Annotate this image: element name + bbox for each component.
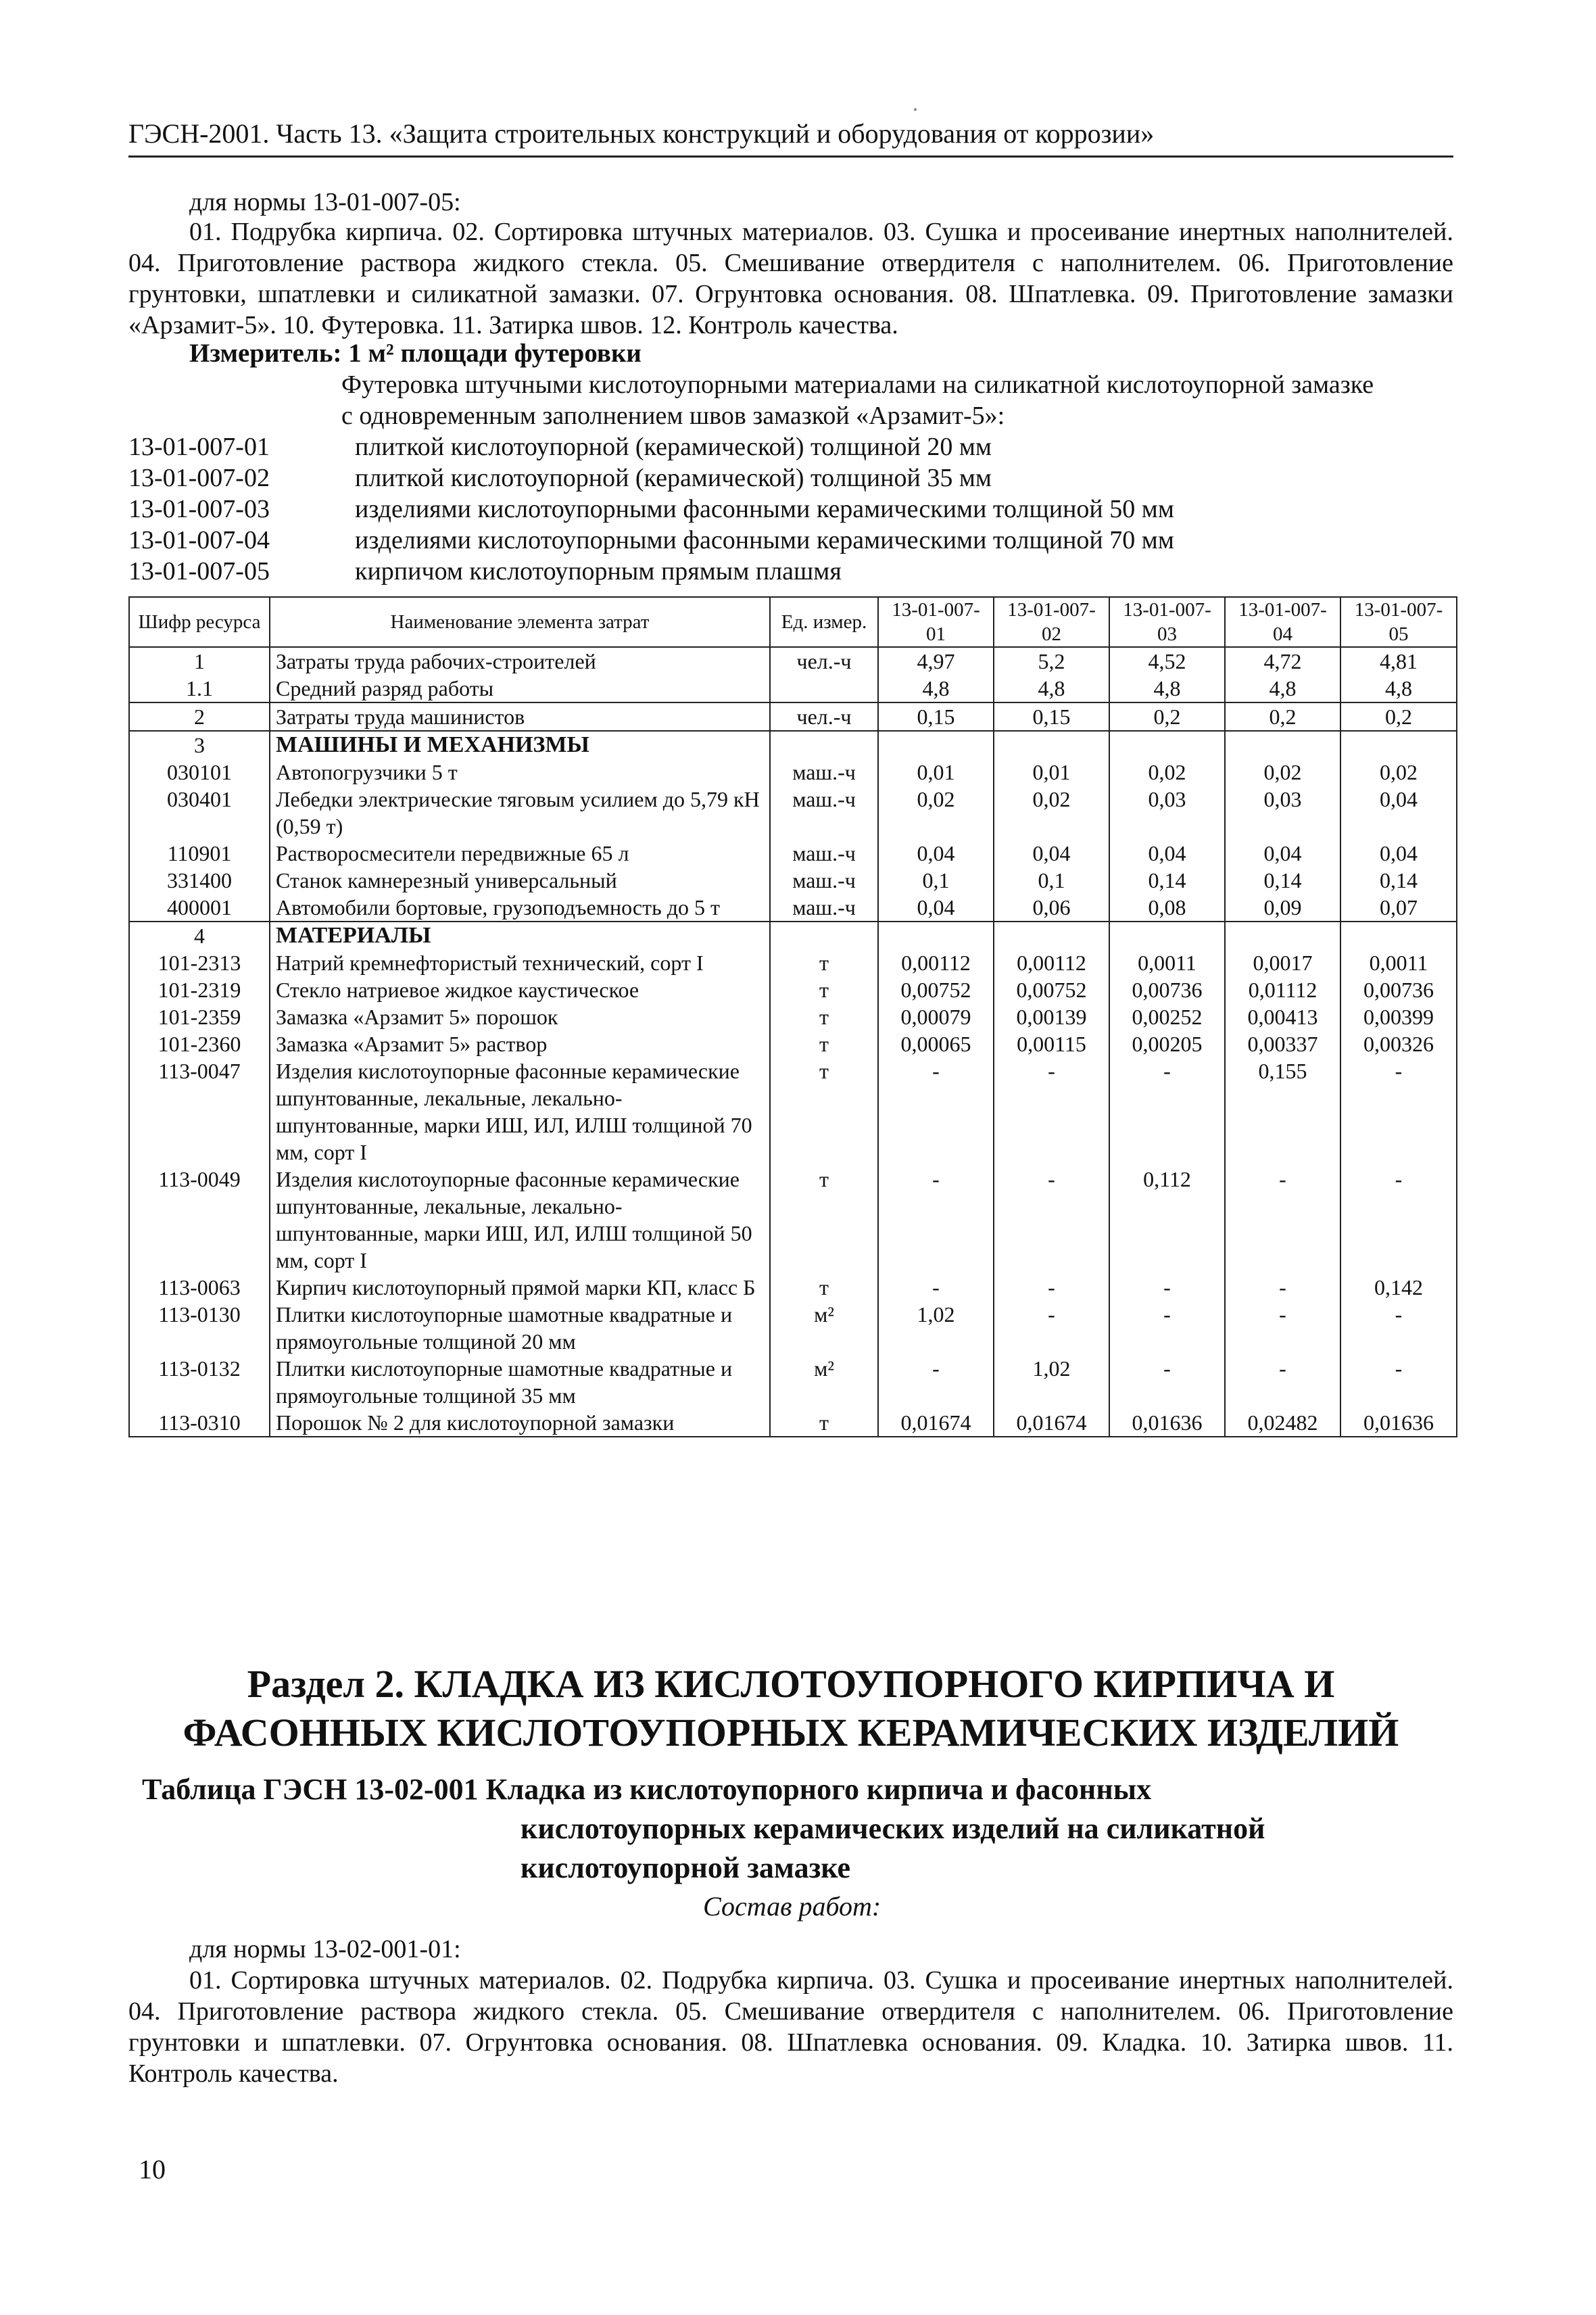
cell-norm-value: 0,06: [994, 894, 1109, 922]
norm-text: изделиями кислотоупорными фасонными керамическими толщиной 50 мм: [355, 495, 1174, 523]
cell-cost-element: Автомобили бортовые, грузоподъемность до 5 т: [270, 894, 770, 922]
cell-norm-value: 0,00252: [1109, 1003, 1225, 1030]
cell-resource-code: 113-0063: [129, 1274, 270, 1301]
header-norm-col: 13-01-007-04: [1225, 597, 1340, 647]
table-row: [129, 840, 1457, 867]
cell-norm-value: -: [1225, 1274, 1340, 1301]
cell-cost-element: Изделия кислотоупорные фасонные керамические шпунтованные, лекальные, лекально-шпунтованные, марки ИШ, ИЛ, ИЛШ толщиной 50 мм, сорт I: [270, 1166, 770, 1274]
cell-norm-value: 0,0011: [1340, 949, 1457, 976]
cell-norm-value: 0,00736: [1109, 976, 1225, 1003]
table-row: [129, 1355, 1457, 1409]
cell-norm-value: 0,00115: [994, 1030, 1109, 1057]
cell-resource-code: 1: [129, 647, 270, 675]
norm-label: для нормы 13-01-007-05:: [189, 188, 461, 216]
cell-resource-code: 113-0047: [129, 1057, 270, 1166]
cell-norm-value: 4,8: [1225, 675, 1340, 702]
cell-resource-code: 3: [129, 731, 270, 759]
cell-cost-element: Замазка «Арзамит 5» порошок: [270, 1003, 770, 1030]
header-norm-col: 13-01-007-02: [994, 597, 1109, 647]
table-row: [129, 1030, 1457, 1057]
cell-norm-value: 0,00752: [994, 976, 1109, 1003]
table-body: [129, 647, 1457, 1437]
cell-resource-code: 101-2360: [129, 1030, 270, 1057]
cell-norm-value: [994, 731, 1109, 759]
cell-cost-element: Замазка «Арзамит 5» раствор: [270, 1030, 770, 1057]
section-heading-line2: ФАСОННЫХ КИСЛОТОУПОРНЫХ КЕРАМИЧЕСКИХ ИЗДЕЛИЙ: [183, 1711, 1399, 1755]
cell-norm-value: 0,01: [994, 759, 1109, 786]
cell-norm-value: -: [1109, 1057, 1225, 1166]
cell-cost-element: МАТЕРИАЛЫ: [270, 922, 770, 949]
table-row: [129, 976, 1457, 1003]
cell-norm-value: 4,8: [878, 675, 994, 702]
cell-norm-value: [1109, 731, 1225, 759]
table-row: [129, 922, 1457, 949]
norm-code: 13-01-007-03: [128, 495, 270, 523]
cell-norm-value: 0,0017: [1225, 949, 1340, 976]
cell-cost-element: Лебедки электрические тяговым усилием до 5,79 кН (0,59 т): [270, 786, 770, 840]
cell-cost-element: Автопогрузчики 5 т: [270, 759, 770, 786]
cell-cost-element: Затраты труда машинистов: [270, 702, 770, 731]
cell-norm-value: 0,03: [1109, 786, 1225, 840]
cell-norm-value: [1225, 731, 1340, 759]
cell-norm-value: 0,02: [1340, 759, 1457, 786]
cell-norm-value: -: [878, 1166, 994, 1274]
cell-norm-value: -: [994, 1274, 1109, 1301]
cell-norm-value: 0,00205: [1109, 1030, 1225, 1057]
norm-list-item: [128, 525, 1453, 556]
cell-resource-code: 101-2313: [129, 949, 270, 976]
work-composition: 01. Подрубка кирпича. 02. Сортировка штучных материалов. 03. Сушка и просеивание инертных наполнителей. 04. Приготовление раствора жидкого стекла. 05. Смешивание отвердителя с наполнителем. 06. Приготовление грунтовки, шпатлевки и силикатной замазки. 07. Огрунтовка основания. 08. Шпатлевка. 09. Приготовление замазки «Арзамит-5». 10. Футеровка. 11. Затирка швов. 12. Контроль качества.: [128, 218, 1453, 339]
cell-norm-value: 5,2: [994, 647, 1109, 675]
cell-unit: т: [770, 1166, 878, 1274]
cell-norm-value: 0,02: [994, 786, 1109, 840]
cell-cost-element: Растворосмесители передвижные 65 л: [270, 840, 770, 867]
cell-norm-value: 0,09: [1225, 894, 1340, 922]
cell-unit: [770, 731, 878, 759]
cell-norm-value: 0,00112: [878, 949, 994, 976]
table-row: [129, 867, 1457, 894]
cell-unit: т: [770, 1003, 878, 1030]
cell-resource-code: 030101: [129, 759, 270, 786]
norm-code: 13-01-007-04: [128, 526, 270, 554]
cell-norm-value: 0,14: [1225, 867, 1340, 894]
page-number: 10: [139, 2154, 166, 2185]
cell-norm-value: 4,72: [1225, 647, 1340, 675]
cell-cost-element: Стекло натриевое жидкое каустическое: [270, 976, 770, 1003]
work-composition-label: Состав работ:: [703, 1891, 881, 1922]
cell-norm-value: 0,00139: [994, 1003, 1109, 1030]
header-resource-code: Шифр ресурса: [129, 597, 270, 647]
norm-label-2: для нормы 13-02-001-01:: [189, 1935, 461, 1963]
cell-cost-element: Станок камнерезный универсальный: [270, 867, 770, 894]
cell-norm-value: -: [994, 1057, 1109, 1166]
cell-unit: м²: [770, 1355, 878, 1409]
cell-norm-value: 0,00399: [1340, 1003, 1457, 1030]
cell-resource-code: 113-0130: [129, 1301, 270, 1355]
scan-speck: [914, 108, 917, 111]
cell-norm-value: 0,2: [1109, 702, 1225, 731]
norm-list: [128, 431, 1453, 587]
cell-norm-value: 4,97: [878, 647, 994, 675]
cell-norm-value: 0,00752: [878, 976, 994, 1003]
table-row: [129, 894, 1457, 922]
cell-norm-value: 0,00079: [878, 1003, 994, 1030]
cell-unit: т: [770, 1274, 878, 1301]
cell-unit: [770, 922, 878, 949]
cell-norm-value: 0,08: [1109, 894, 1225, 922]
cell-norm-value: 0,15: [994, 702, 1109, 731]
cell-norm-value: 0,01112: [1225, 976, 1340, 1003]
cell-resource-code: 400001: [129, 894, 270, 922]
cell-norm-value: -: [1109, 1301, 1225, 1355]
cell-norm-value: 0,1: [878, 867, 994, 894]
cell-unit: т: [770, 1057, 878, 1166]
norm-list-item: [128, 556, 1453, 587]
table-row: [129, 647, 1457, 675]
cell-resource-code: 101-2359: [129, 1003, 270, 1030]
cell-cost-element: Натрий кремнефтористый технический, сорт I: [270, 949, 770, 976]
cell-norm-value: 0,07: [1340, 894, 1457, 922]
cell-norm-value: 0,01636: [1109, 1409, 1225, 1437]
cell-norm-value: [1109, 922, 1225, 949]
cell-norm-value: -: [1225, 1355, 1340, 1409]
table-title-line3: кислотоупорной замазке: [521, 1851, 851, 1884]
norm-description-line2: с одновременным заполнением швов замазкой «Арзамит-5»:: [341, 402, 1005, 430]
cell-norm-value: 0,01674: [878, 1409, 994, 1437]
cell-norm-value: 4,52: [1109, 647, 1225, 675]
cell-norm-value: 4,8: [994, 675, 1109, 702]
norm-list-item: [128, 462, 1453, 494]
cell-unit: м²: [770, 1301, 878, 1355]
cell-norm-value: 0,00413: [1225, 1003, 1340, 1030]
cell-norm-value: -: [994, 1301, 1109, 1355]
cell-norm-value: 0,04: [1340, 840, 1457, 867]
cell-norm-value: 0,01674: [994, 1409, 1109, 1437]
norm-text: кирпичом кислотоупорным прямым плашмя: [355, 557, 842, 586]
cell-norm-value: 0,14: [1109, 867, 1225, 894]
cell-norm-value: 0,142: [1340, 1274, 1457, 1301]
table-row: [129, 731, 1457, 759]
cell-norm-value: 0,01: [878, 759, 994, 786]
cell-norm-value: 0,00112: [994, 949, 1109, 976]
section-heading-line1: Раздел 2. КЛАДКА ИЗ КИСЛОТОУПОРНОГО КИРПИЧА И: [247, 1662, 1335, 1706]
norm-text: плиткой кислотоупорной (керамической) толщиной 35 мм: [355, 464, 992, 492]
cell-norm-value: -: [1225, 1166, 1340, 1274]
cell-norm-value: 0,14: [1340, 867, 1457, 894]
cell-norm-value: 0,00337: [1225, 1030, 1340, 1057]
table-row: [129, 1301, 1457, 1355]
table-title-line1: Таблица ГЭСН 13-02-001 Кладка из кислотоупорного кирпича и фасонных: [142, 1773, 1152, 1806]
cell-resource-code: 331400: [129, 867, 270, 894]
norm-code: 13-01-007-02: [128, 464, 270, 492]
cell-norm-value: 0,02: [878, 786, 994, 840]
work-composition-2: 01. Сортировка штучных материалов. 02. Подрубка кирпича. 03. Сушка и просеивание инертных наполнителей. 04. Приготовление раствора жидкого стекла. 05. Смешивание отвердителя с наполнителем. 06. Приготовление грунтовки и шпатлевки. 07. Огрунтовка основания. 08. Шпатлевка основания. 09. Кладка. 10. Затирка швов. 11. Контроль качества.: [128, 1966, 1453, 2088]
table-row: [129, 702, 1457, 731]
table-title-line2: кислотоупорных керамических изделий на силикатной: [521, 1812, 1265, 1845]
cell-norm-value: 0,04: [1225, 840, 1340, 867]
cell-resource-code: 030401: [129, 786, 270, 840]
cell-norm-value: -: [1225, 1301, 1340, 1355]
cell-norm-value: -: [1109, 1274, 1225, 1301]
cell-resource-code: 113-0049: [129, 1166, 270, 1274]
cell-unit: чел.-ч: [770, 702, 878, 731]
cell-norm-value: 0,04: [1109, 840, 1225, 867]
cell-unit: т: [770, 1409, 878, 1437]
cell-norm-value: 4,8: [1109, 675, 1225, 702]
norm-list-item: [128, 494, 1453, 525]
norm-text: плиткой кислотоупорной (керамической) толщиной 20 мм: [355, 433, 992, 461]
cell-norm-value: 0,04: [878, 894, 994, 922]
norm-description-line1: Футеровка штучными кислотоупорными материалами на силикатной кислотоупорной замазке: [341, 371, 1374, 399]
cell-resource-code: 113-0132: [129, 1355, 270, 1409]
cell-norm-value: 0,15: [878, 702, 994, 731]
cell-norm-value: -: [878, 1274, 994, 1301]
table-row: [129, 1409, 1457, 1437]
cell-norm-value: [1340, 922, 1457, 949]
cell-cost-element: Порошок № 2 для кислотоупорной замазки: [270, 1409, 770, 1437]
cell-resource-code: 1.1: [129, 675, 270, 702]
cell-unit: т: [770, 949, 878, 976]
header-norm-col: 13-01-007-03: [1109, 597, 1225, 647]
cell-resource-code: 101-2319: [129, 976, 270, 1003]
cell-unit: маш.-ч: [770, 840, 878, 867]
cell-norm-value: [1340, 731, 1457, 759]
cell-norm-value: [878, 922, 994, 949]
cell-norm-value: -: [1109, 1355, 1225, 1409]
cell-norm-value: 0,02: [1109, 759, 1225, 786]
header-norm-col: 13-01-007-01: [878, 597, 994, 647]
cell-norm-value: 0,04: [878, 840, 994, 867]
table-row: [129, 1003, 1457, 1030]
cell-norm-value: 4,81: [1340, 647, 1457, 675]
measure-unit: Измеритель: 1 м² площади футеровки: [189, 339, 642, 368]
cell-norm-value: [878, 731, 994, 759]
norm-code: 13-01-007-01: [128, 433, 270, 461]
cell-cost-element: Изделия кислотоупорные фасонные керамические шпунтованные, лекальные, лекально-шпунтованные, марки ИШ, ИЛ, ИЛШ толщиной 70 мм, сорт I: [270, 1057, 770, 1166]
cell-norm-value: 0,2: [1225, 702, 1340, 731]
cell-norm-value: 0,00736: [1340, 976, 1457, 1003]
cell-cost-element: Кирпич кислотоупорный прямой марки КП, класс Б: [270, 1274, 770, 1301]
cell-norm-value: 0,04: [1340, 786, 1457, 840]
cell-norm-value: 0,1: [994, 867, 1109, 894]
cell-norm-value: 1,02: [878, 1301, 994, 1355]
cell-unit: маш.-ч: [770, 786, 878, 840]
cell-norm-value: 0,02482: [1225, 1409, 1340, 1437]
cell-resource-code: 113-0310: [129, 1409, 270, 1437]
table-row: [129, 786, 1457, 840]
cell-norm-value: 0,03: [1225, 786, 1340, 840]
cell-unit: т: [770, 976, 878, 1003]
header-unit: Ед. измер.: [770, 597, 878, 647]
cell-norm-value: 0,00065: [878, 1030, 994, 1057]
cell-norm-value: 0,2: [1340, 702, 1457, 731]
cell-norm-value: -: [994, 1166, 1109, 1274]
cell-norm-value: -: [878, 1355, 994, 1409]
cell-norm-value: 0,00326: [1340, 1030, 1457, 1057]
cell-cost-element: Плитки кислотоупорные шамотные квадратные и прямоугольные толщиной 35 мм: [270, 1355, 770, 1409]
running-header: ГЭСН-2001. Часть 13. «Защита строительных конструкций и оборудования от коррозии»: [128, 116, 1453, 158]
cell-cost-element: Плитки кислотоупорные шамотные квадратные и прямоугольные толщиной 20 мм: [270, 1301, 770, 1355]
norm-text: изделиями кислотоупорными фасонными керамическими толщиной 70 мм: [355, 526, 1174, 554]
cell-norm-value: 1,02: [994, 1355, 1109, 1409]
cell-norm-value: -: [1340, 1166, 1457, 1274]
table-row: [129, 949, 1457, 976]
cell-norm-value: -: [1340, 1057, 1457, 1166]
section-heading: [128, 1660, 1453, 1757]
cell-resource-code: 110901: [129, 840, 270, 867]
cell-cost-element: Средний разряд работы: [270, 675, 770, 702]
cell-norm-value: -: [878, 1057, 994, 1166]
cell-cost-element: Затраты труда рабочих-строителей: [270, 647, 770, 675]
cell-norm-value: [994, 922, 1109, 949]
cell-unit: [770, 675, 878, 702]
cell-norm-value: -: [1340, 1301, 1457, 1355]
header-cost-element: Наименование элемента затрат: [270, 597, 770, 647]
cell-unit: маш.-ч: [770, 867, 878, 894]
cell-norm-value: 0,02: [1225, 759, 1340, 786]
cell-unit: маш.-ч: [770, 894, 878, 922]
table-row: [129, 1057, 1457, 1166]
cell-norm-value: [1225, 922, 1340, 949]
cell-unit: чел.-ч: [770, 647, 878, 675]
resource-table: [128, 596, 1457, 1437]
cell-norm-value: 0,155: [1225, 1057, 1340, 1166]
cell-norm-value: 0,0011: [1109, 949, 1225, 976]
header-norm-col: 13-01-007-05: [1340, 597, 1457, 647]
cell-norm-value: 0,112: [1109, 1166, 1225, 1274]
table-row: [129, 1166, 1457, 1274]
cell-unit: т: [770, 1030, 878, 1057]
cell-unit: маш.-ч: [770, 759, 878, 786]
table-row: [129, 675, 1457, 702]
cell-norm-value: -: [1340, 1355, 1457, 1409]
norm-code: 13-01-007-05: [128, 557, 270, 586]
table-row: [129, 1274, 1457, 1301]
cell-norm-value: 0,01636: [1340, 1409, 1457, 1437]
cell-norm-value: 4,8: [1340, 675, 1457, 702]
cell-norm-value: 0,04: [994, 840, 1109, 867]
cell-resource-code: 2: [129, 702, 270, 731]
norm-list-item: [128, 431, 1453, 462]
cell-resource-code: 4: [129, 922, 270, 949]
table-row: [129, 759, 1457, 786]
cell-cost-element: МАШИНЫ И МЕХАНИЗМЫ: [270, 731, 770, 759]
